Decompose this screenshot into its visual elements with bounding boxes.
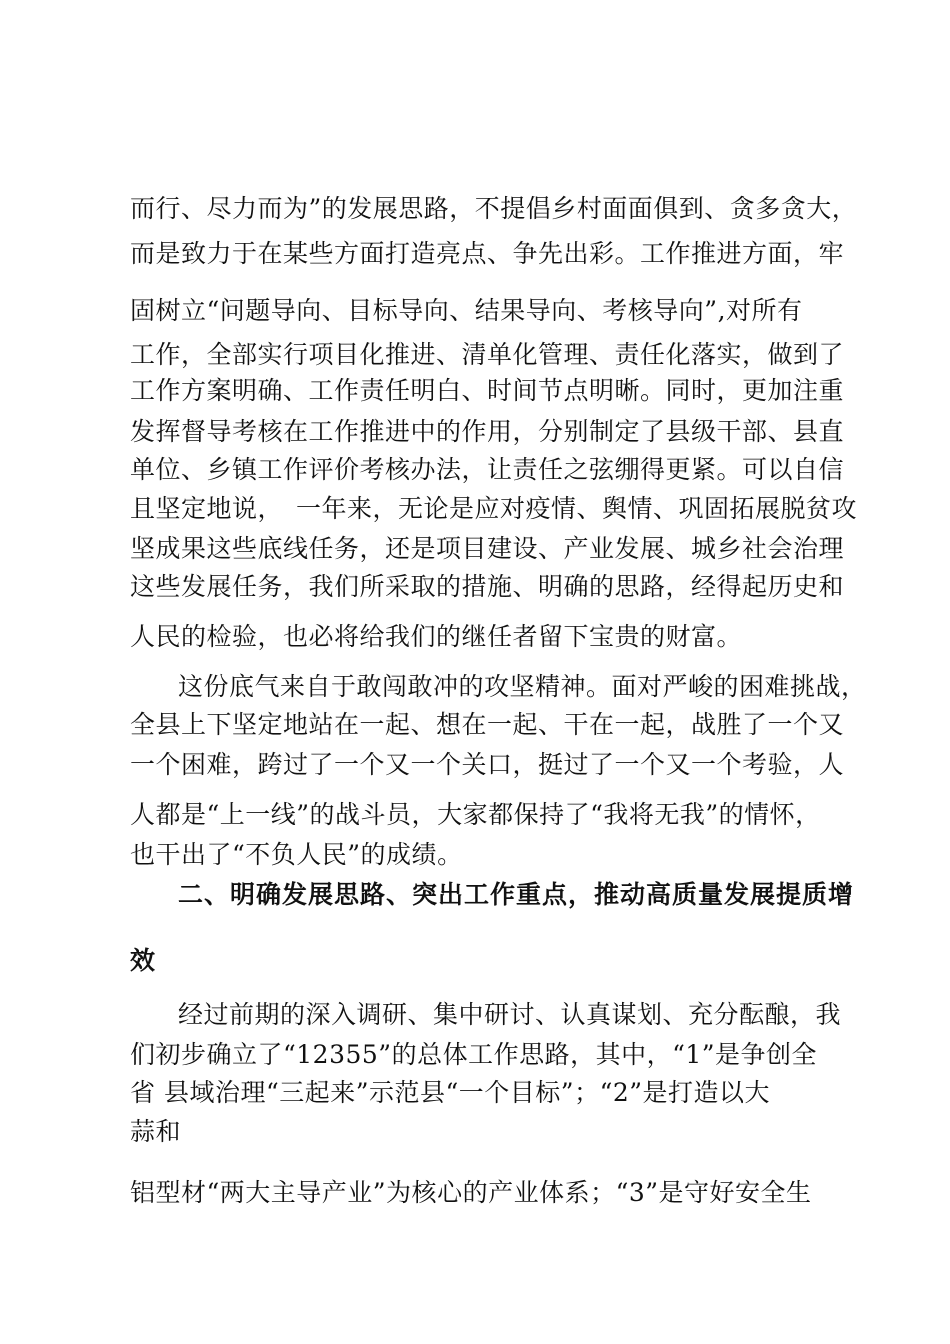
- paragraph-line: 工作方案明确、工作责任明白、时间节点明晰。同时，更加注重: [130, 376, 845, 405]
- paragraph-line: 人都是“上一线”的战斗员，大家都保持了“我将无我”的情怀，: [130, 800, 821, 829]
- paragraph-line: 这些发展任务，我们所采取的措施、明确的思路，经得起历史和: [130, 572, 845, 601]
- paragraph-line: 工作，全部实行项目化推进、清单化管理、责任化落实，做到了: [130, 340, 845, 369]
- paragraph-line: 省 县域治理“三起来”示范县“一个目标”；“2”是打造以大: [130, 1078, 771, 1107]
- section-heading: 效: [130, 946, 157, 975]
- paragraph-line: 且坚定地说， 一年来，无论是应对疫情、舆情、巩固拓展脱贫攻: [130, 494, 858, 523]
- paragraph-line: 铝型材“两大主导产业”为核心的产业体系；“3”是守好安全生: [130, 1178, 812, 1207]
- paragraph-line: 一个困难，跨过了一个又一个关口，挺过了一个又一个考验，人: [130, 750, 845, 779]
- paragraph-line: 发挥督导考核在工作推进中的作用，分别制定了县级干部、县直: [130, 417, 845, 446]
- paragraph-line: 固树立“问题导向、目标导向、结果导向、考核导向”,对所有: [130, 296, 803, 325]
- paragraph-line: 也干出了“不负人民”的成绩。: [130, 840, 463, 869]
- paragraph-line: 人民的检验，也必将给我们的继任者留下宝贵的财富。: [130, 622, 743, 651]
- paragraph-line: 而是致力于在某些方面打造亮点、争先出彩。工作推进方面，牢: [130, 239, 845, 268]
- paragraph-line: 单位、乡镇工作评价考核办法，让责任之弦绷得更紧。可以自信: [130, 455, 845, 484]
- paragraph-line: 们初步确立了“12355”的总体工作思路，其中，“1”是争创全: [130, 1040, 818, 1069]
- paragraph-line: 经过前期的深入调研、集中研讨、认真谋划、充分酝酿，我: [178, 1000, 842, 1029]
- paragraph-line: 而行、尽力而为”的发展思路，不提倡乡村面面俱到、贪多贪大，: [130, 194, 858, 223]
- paragraph-line: 蒜和: [130, 1117, 182, 1146]
- paragraph-line: 坚成果这些底线任务，还是项目建设、产业发展、城乡社会治理: [130, 534, 845, 563]
- paragraph-line: 这份底气来自于敢闯敢冲的攻坚精神。面对严峻的困难挑战，: [178, 672, 867, 701]
- section-heading: 二、明确发展思路、突出工作重点，推动高质量发展提质增: [178, 880, 855, 909]
- paragraph-line: 全县上下坚定地站在一起、想在一起、干在一起，战胜了一个又: [130, 710, 845, 739]
